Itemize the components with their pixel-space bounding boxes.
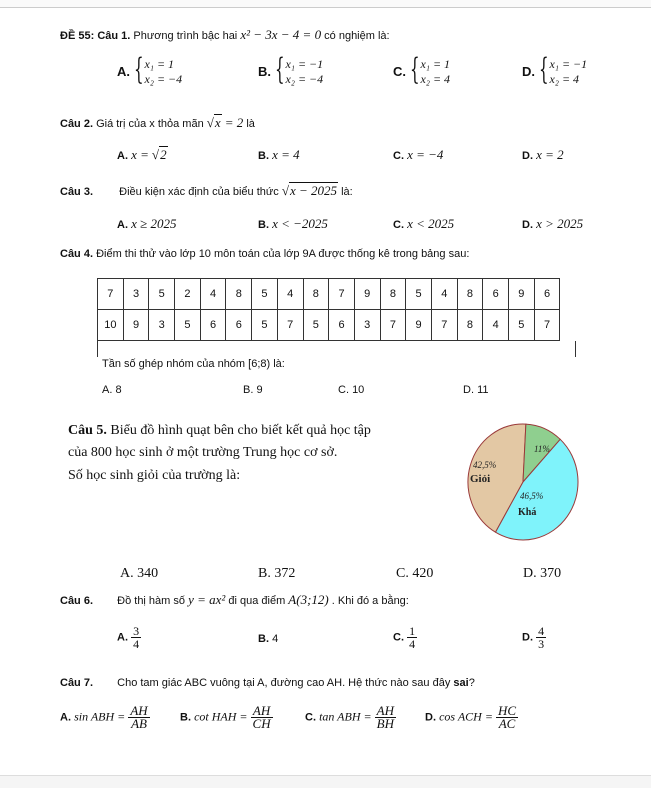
option-text: 370 xyxy=(540,566,562,581)
table-cell: 7 xyxy=(534,310,560,341)
table-cell: 9 xyxy=(406,310,432,341)
table-cell: 4 xyxy=(431,279,457,310)
table-cell: 9 xyxy=(123,310,149,341)
option-letter: D. xyxy=(523,566,537,581)
sys-row: x₂ = −4 xyxy=(144,72,183,86)
option-text: x > 2025 xyxy=(536,216,584,231)
q2-option-a[interactable]: A. x = √2 xyxy=(117,147,167,162)
q5-option-c[interactable] xyxy=(396,566,433,582)
fraction-denominator: 4 xyxy=(409,637,416,651)
fraction-numerator: 3 xyxy=(133,624,140,638)
q6-stem: Đồ thị hàm số xyxy=(117,595,186,607)
option-expression: cos ACH = xyxy=(439,709,493,724)
sys-row: x₁ = 1 xyxy=(420,57,451,71)
option-text: x = xyxy=(131,147,149,162)
option-letter: C. xyxy=(393,64,406,80)
q7-emphasis: sai xyxy=(453,677,469,689)
option-letter: D. xyxy=(522,150,533,162)
table-row xyxy=(98,310,560,341)
option-text: 420 xyxy=(412,566,434,581)
q1-stem: Phương trình bậc hai xyxy=(133,30,238,42)
option-text: x ≥ 2025 xyxy=(131,216,177,231)
table-cell: 2 xyxy=(175,279,201,310)
fraction-denominator: AB xyxy=(131,716,147,731)
table-row xyxy=(98,279,560,310)
bottom-strip xyxy=(0,775,651,788)
option-letter: C. xyxy=(393,150,404,162)
fraction-numerator: 1 xyxy=(409,624,416,638)
q1-option-d[interactable]: D. { x₁ = −1 x₂ = 4 xyxy=(522,52,588,87)
option-letter: B. xyxy=(243,384,254,396)
option-text: 11 xyxy=(477,384,489,396)
q2-option-b[interactable] xyxy=(258,147,300,163)
q3-option-d[interactable] xyxy=(522,216,583,232)
q2-rhs: = 2 xyxy=(224,115,244,130)
option-text: x = 4 xyxy=(272,147,300,162)
slice-label-kha-percent: 46,5% xyxy=(520,491,544,501)
q6-function: y = ax² xyxy=(188,592,226,607)
table-cell: 5 xyxy=(509,310,535,341)
q7-option-c[interactable] xyxy=(305,705,396,730)
q6-tail: . Khi đó a bằng: xyxy=(331,595,409,607)
sys-row: x₁ = −1 xyxy=(549,57,588,71)
q6-point: A(3;12) xyxy=(288,592,329,607)
table-cell: 5 xyxy=(149,279,175,310)
option-letter: C. xyxy=(393,219,404,231)
table-cell: 6 xyxy=(534,279,560,310)
q7-label: Câu 7. xyxy=(60,677,94,689)
q7-option-a[interactable] xyxy=(60,705,150,730)
option-letter: B. xyxy=(258,219,269,231)
q3-label: Câu 3. xyxy=(60,186,94,198)
slice-label-gioi: Giỏi xyxy=(470,473,491,485)
table-cell: 7 xyxy=(380,310,406,341)
q4-question: Tần số ghép nhóm của nhóm [6;8) là: xyxy=(102,358,285,370)
q3-option-c[interactable] xyxy=(393,216,454,232)
option-radicand: 2 xyxy=(160,147,167,162)
table-cell: 5 xyxy=(406,279,432,310)
option-letter: B. xyxy=(258,150,269,162)
option-text: x < 2025 xyxy=(407,216,455,231)
option-text: 9 xyxy=(256,384,263,396)
sys-row: x₁ = 1 xyxy=(144,57,175,71)
option-letter: D. xyxy=(522,219,533,231)
q1-option-a[interactable]: A. { x₁ = 1 x₂ = −4 xyxy=(117,52,183,87)
toolbar-strip xyxy=(0,0,651,8)
sys-row: x₂ = 4 xyxy=(549,72,580,86)
q6-mid: đi qua điểm xyxy=(228,595,286,607)
option-letter: A. xyxy=(117,64,130,80)
score-table xyxy=(97,278,560,341)
fraction-numerator: AH xyxy=(251,705,273,718)
q2-option-c[interactable] xyxy=(393,147,443,163)
pie-chart xyxy=(458,420,588,545)
option-letter: A. xyxy=(117,219,128,231)
table-cell: 5 xyxy=(303,310,329,341)
table-cell: 6 xyxy=(329,310,355,341)
fraction-denominator: 3 xyxy=(538,637,545,651)
q6-option-d[interactable] xyxy=(522,625,546,650)
q2-tail: là xyxy=(246,118,255,130)
q4-option-d[interactable] xyxy=(463,384,488,396)
option-letter: A. xyxy=(102,384,113,396)
option-text: 10 xyxy=(352,384,365,396)
option-text: x = −4 xyxy=(407,147,444,162)
option-letter: C. xyxy=(338,384,349,396)
q1-tail: có nghiệm là: xyxy=(324,30,390,42)
table-cell: 3 xyxy=(354,310,380,341)
option-text: x < −2025 xyxy=(272,216,328,231)
fraction-numerator: AH xyxy=(376,703,395,718)
table-cell: 5 xyxy=(175,310,201,341)
option-expression: cot HAH = xyxy=(194,709,248,724)
q5-line1 xyxy=(68,423,371,439)
q3-stem: Điều kiện xác định của biểu thức xyxy=(119,186,279,198)
fraction-denominator: 4 xyxy=(133,637,140,651)
option-letter: D. xyxy=(463,384,474,396)
sys-row: x₂ = 4 xyxy=(420,72,451,86)
fraction-denominator: AC xyxy=(498,716,516,731)
option-letter: A. xyxy=(120,566,134,581)
option-letter: C. xyxy=(396,566,409,581)
q6-option-b[interactable] xyxy=(258,633,278,645)
q6-label: Câu 6. xyxy=(60,595,94,607)
slice-label-kha: Khá xyxy=(518,507,537,518)
q4-stem: Điểm thi thử vào lớp 10 môn toán của lớp 9A được thống kê trong bảng sau: xyxy=(96,248,470,260)
option-text: 372 xyxy=(274,566,296,581)
option-letter: B. xyxy=(180,711,191,724)
q5-option-a[interactable] xyxy=(120,566,158,582)
option-text: x = 2 xyxy=(536,147,564,162)
table-cell: 3 xyxy=(149,310,175,341)
fraction-numerator: 4 xyxy=(538,624,545,638)
q2-label: Câu 2. xyxy=(60,118,94,130)
table-cell: 8 xyxy=(303,279,329,310)
option-letter: A. xyxy=(117,150,128,162)
q4-option-c[interactable] xyxy=(338,384,364,396)
q2-option-d[interactable] xyxy=(522,147,564,163)
q5-label: Câu 5. xyxy=(68,423,107,438)
slice-label-gioi-percent: 42,5% xyxy=(473,460,497,470)
table-cell: 8 xyxy=(457,279,483,310)
q3-option-a[interactable] xyxy=(117,216,176,232)
q6-option-c[interactable] xyxy=(393,625,417,650)
q2-radicand: x xyxy=(214,115,221,130)
q1-option-b[interactable]: B. { x₁ = −1 x₂ = −4 xyxy=(258,52,324,87)
q3-tail: là: xyxy=(341,186,353,198)
table-cell: 6 xyxy=(226,310,252,341)
q5-line2: của 800 học sinh ở một trường Trung học cơ sở. xyxy=(68,445,338,460)
table-cell: 8 xyxy=(457,310,483,341)
fraction-numerator: HC xyxy=(498,703,517,718)
option-text: 8 xyxy=(115,384,122,396)
q4-option-b[interactable] xyxy=(243,384,263,396)
option-letter: D. xyxy=(522,631,533,644)
q4-label: Câu 4. xyxy=(60,248,94,260)
table-cell: 7 xyxy=(431,310,457,341)
q7-option-d[interactable] xyxy=(425,705,518,730)
table-border-fragment xyxy=(575,341,576,357)
table-cell: 4 xyxy=(200,279,226,310)
option-letter: A. xyxy=(60,711,71,724)
q3-radicand: x − 2025 xyxy=(289,183,338,198)
q4-option-a[interactable] xyxy=(102,384,122,396)
q4-line xyxy=(60,248,469,260)
option-expression: tan ABH = xyxy=(319,709,372,724)
slice-label-11-percent: 11% xyxy=(534,444,550,454)
table-cell: 5 xyxy=(252,310,278,341)
q3-option-b[interactable] xyxy=(258,216,328,232)
option-expression: sin ABH = xyxy=(74,709,126,724)
q6-option-a[interactable] xyxy=(117,625,141,650)
table-cell: 7 xyxy=(98,279,124,310)
exam-header: ĐỀ 55: xyxy=(60,30,95,42)
table-cell: 4 xyxy=(277,279,303,310)
q5-option-b[interactable] xyxy=(258,566,295,582)
q2-line: Câu 2. Giá trị của x thỏa mãn √x = 2 là xyxy=(60,115,255,130)
fraction-denominator: BH xyxy=(376,716,395,731)
q6-line xyxy=(60,592,409,608)
table-cell: 10 xyxy=(98,310,124,341)
option-text: 4 xyxy=(272,633,279,645)
q5-line3: Số học sinh giỏi của trường là: xyxy=(68,468,241,483)
q5-text: Biểu đồ hình quạt bên cho biết kết quả học tập xyxy=(110,423,371,438)
q7-option-b[interactable] xyxy=(180,705,273,730)
table-cell: 9 xyxy=(354,279,380,310)
option-letter: D. xyxy=(425,711,436,724)
sys-row: x₂ = −4 xyxy=(285,72,324,86)
table-cell: 6 xyxy=(483,279,509,310)
table-border-fragment xyxy=(97,341,98,357)
table-cell: 8 xyxy=(380,279,406,310)
option-letter: C. xyxy=(393,631,404,644)
table-cell: 3 xyxy=(123,279,149,310)
fraction-denominator: CH xyxy=(252,716,271,731)
q7-tail: ? xyxy=(468,677,475,689)
table-cell: 6 xyxy=(200,310,226,341)
option-text: 340 xyxy=(137,566,159,581)
q7-stem: Cho tam giác ABC vuông tại A, đường cao AH. Hệ thức nào sau đây xyxy=(117,677,451,689)
option-letter: B. xyxy=(258,64,271,80)
option-letter: D. xyxy=(522,64,535,80)
table-cell: 5 xyxy=(252,279,278,310)
option-letter: A. xyxy=(117,631,128,644)
q3-line: Câu 3. Điều kiện xác định của biểu thức √x − 2025 là: xyxy=(60,183,353,198)
table-cell: 4 xyxy=(483,310,509,341)
table-cell: 8 xyxy=(226,279,252,310)
q1-equation: x² − 3x − 4 = 0 xyxy=(240,27,322,42)
table-cell: 7 xyxy=(329,279,355,310)
q2-stem: Giá trị của x thỏa mãn xyxy=(96,118,204,130)
option-letter: C. xyxy=(305,711,316,724)
fraction-numerator: AH xyxy=(130,703,148,718)
q1-option-c[interactable]: C. { x₁ = 1 x₂ = 4 xyxy=(393,52,451,87)
q5-option-d[interactable] xyxy=(523,566,561,582)
table-cell: 9 xyxy=(509,279,535,310)
option-letter: B. xyxy=(258,566,271,581)
q1-line xyxy=(60,27,390,43)
option-letter: B. xyxy=(258,633,269,645)
sys-row: x₁ = −1 xyxy=(285,57,324,71)
table-cell: 7 xyxy=(277,310,303,341)
q1-label: Câu 1. xyxy=(97,30,131,42)
q7-line xyxy=(60,677,475,689)
